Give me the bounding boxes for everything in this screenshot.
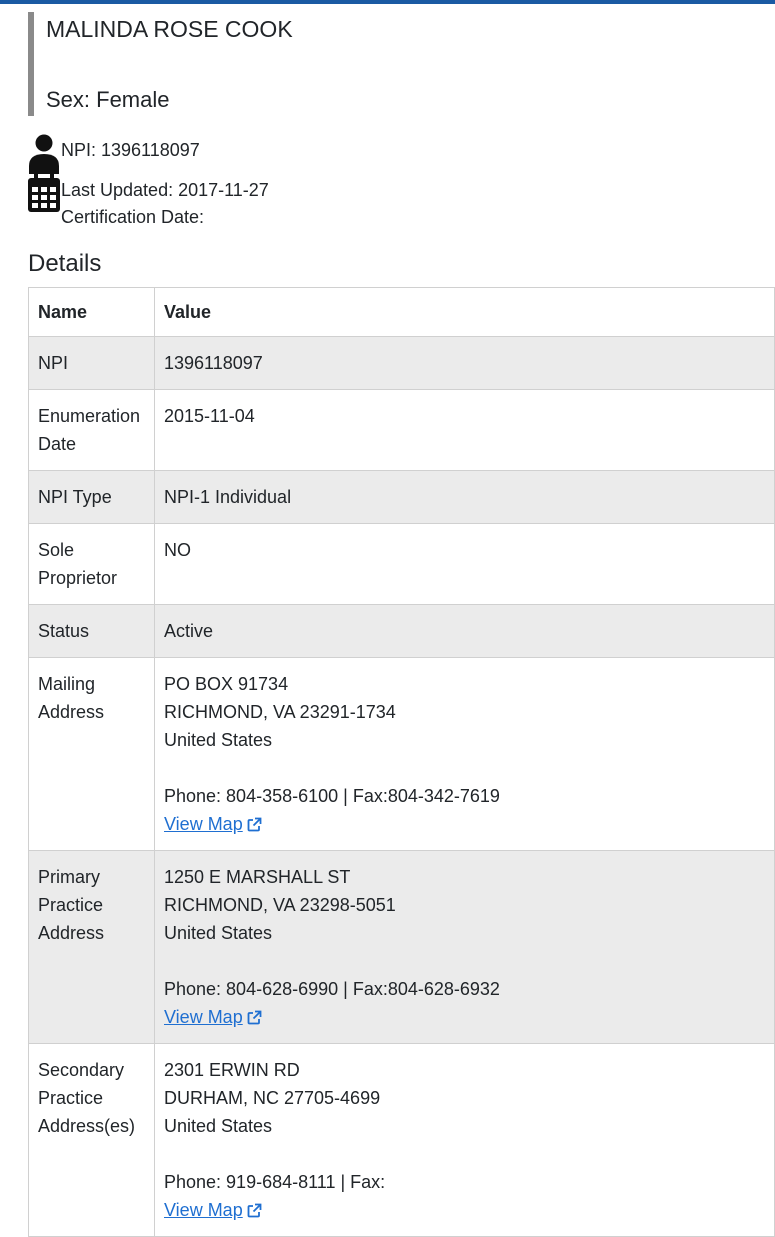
external-link-icon xyxy=(247,1010,262,1025)
table-row xyxy=(29,390,775,471)
spacer xyxy=(164,947,765,975)
address-country: United States xyxy=(164,730,273,750)
row-value: 2015-11-04 xyxy=(155,390,775,471)
view-map-container xyxy=(164,810,765,838)
row-value: NO xyxy=(155,524,775,605)
calendar-icon xyxy=(27,173,61,213)
address-line1: 1250 E MARSHALL ST xyxy=(164,867,351,887)
view-map-container xyxy=(164,1003,765,1031)
view-map-link[interactable]: View Map xyxy=(164,1007,243,1027)
address-country: United States xyxy=(164,1116,273,1136)
row-label: Secondary Practice Address(es) xyxy=(29,1044,155,1237)
address-line2: DURHAM, NC 27705-4699 xyxy=(164,1088,381,1108)
column-header-value: Value xyxy=(155,288,775,337)
row-label: Sole Proprietor xyxy=(29,524,155,605)
table-row-mailing-address xyxy=(29,658,775,851)
address-phone-fax: Phone: 804-358-6100 | Fax:804-342-7619 xyxy=(164,786,500,806)
details-table xyxy=(28,287,775,1237)
row-label: Status xyxy=(29,605,155,658)
table-row xyxy=(29,524,775,605)
address-phone-fax: Phone: 804-628-6990 | Fax:804-628-6932 xyxy=(164,979,500,999)
view-map-container xyxy=(164,1196,765,1224)
address-line1: PO BOX 91734 xyxy=(164,674,289,694)
table-row xyxy=(29,605,775,658)
table-header-row xyxy=(29,288,775,337)
last-updated: Last Updated: 2017-11-27 xyxy=(61,180,269,200)
person-icon xyxy=(27,134,61,174)
table-row xyxy=(29,337,775,390)
view-map-link[interactable]: View Map xyxy=(164,814,243,834)
certification-date: Certification Date: xyxy=(61,207,205,227)
spacer xyxy=(164,1140,765,1168)
npi-line: NPI: 1396118097 xyxy=(61,140,200,160)
row-label: NPI xyxy=(29,337,155,390)
row-label: NPI Type xyxy=(29,471,155,524)
address-line2: RICHMOND, VA 23291-1734 xyxy=(164,702,396,722)
row-value: NPI-1 Individual xyxy=(155,471,775,524)
section-title-details: Details xyxy=(28,250,102,277)
row-value: Active xyxy=(155,605,775,658)
address-country: United States xyxy=(164,923,273,943)
address-value xyxy=(155,1044,775,1237)
address-value xyxy=(155,658,775,851)
row-label: Enumeration Date xyxy=(29,390,155,471)
column-header-name: Name xyxy=(29,288,155,337)
provider-header xyxy=(28,12,634,116)
spacer xyxy=(164,754,765,782)
external-link-icon xyxy=(247,817,262,832)
row-value: 1396118097 xyxy=(155,337,775,390)
address-line2: RICHMOND, VA 23298-5051 xyxy=(164,895,396,915)
row-label: Mailing Address xyxy=(29,658,155,851)
provider-sex: Sex: Female xyxy=(46,87,170,112)
external-link-icon xyxy=(247,1203,262,1218)
address-phone-fax: Phone: 919-684-8111 | Fax: xyxy=(164,1172,386,1192)
table-row-primary-practice-address xyxy=(29,851,775,1044)
table-row-secondary-practice-address xyxy=(29,1044,775,1237)
view-map-link[interactable]: View Map xyxy=(164,1200,243,1220)
provider-name: MALINDA ROSE COOK xyxy=(46,16,293,42)
top-accent-bar xyxy=(0,0,775,4)
table-row xyxy=(29,471,775,524)
row-label: Primary Practice Address xyxy=(29,851,155,1044)
address-value xyxy=(155,851,775,1044)
address-line1: 2301 ERWIN RD xyxy=(164,1060,300,1080)
